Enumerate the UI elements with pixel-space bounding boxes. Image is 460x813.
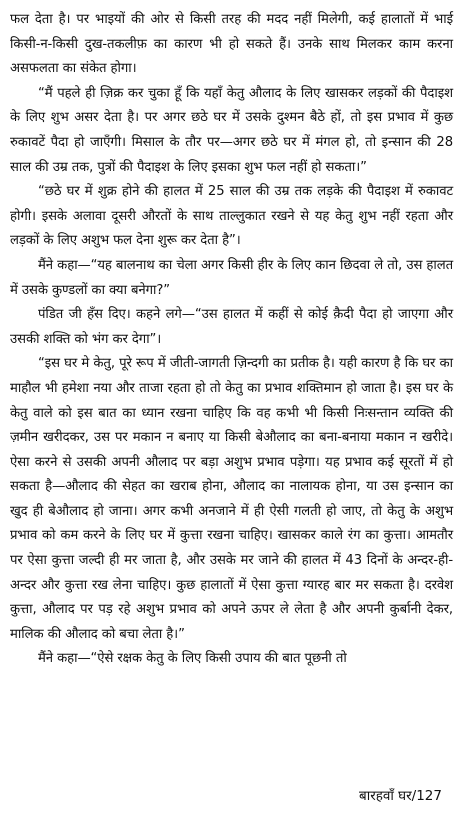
paragraph-7: मैंने कहा—“ऐसे रक्षक केतु के लिए किसी उपाय की बात पूछनी तो <box>38 651 347 667</box>
page-body <box>10 8 453 672</box>
page-footer-running-head: बारहवाँ घर/127 <box>358 788 442 804</box>
paragraph-2: “मैं पहले ही ज़िक्र कर चुका हूँ कि यहाँ केतु औलाद के लिए खासकर लड़कों की पैदाइश के लिए शुभ असर देता है। पर अगर छठे घर में उसके दुश्मन बैठे हों, तो इस प्रभाव में कुछ रुकावटें पैदा हो जाएँगी। मिसाल के तौर पर—अगर छठे घर में मंगल हो, तो इन्सान की 28 साल की उम्र तक, पुत्रों की पैदाइश के लिए इसका शुभ फल नहीं हो सकता।” <box>10 85 453 175</box>
paragraph-1: फल देता है। पर भाइयों की ओर से किसी तरह की मदद नहीं मिलेगी, कई हालातों में भाई किसी-न-किसी दुख-तकलीफ़ का कारण भी हो सकते हैं। उनके साथ मिलकर काम करना असफलता का संकेत होगा। <box>10 12 453 77</box>
paragraph-4: मैंने कहा—“यह बालनाथ का चेला अगर किसी हीर के लिए कान छिदवा ले तो, उस हालत में उसके कुण्डलों का क्या बनेगा?” <box>10 257 453 298</box>
paragraph-3: “छठे घर में शुक्र होने की हालत में 25 साल की उम्र तक लड़के की पैदाइश में रुकावट होगी। इसके अलावा दूसरी औरतों के साथ ताल्लुकात रखने से यह केतु शुभ नहीं रहता और लड़कों के लिए अशुभ फल देना शुरू कर देता है”। <box>10 184 453 249</box>
paragraph-6: “इस घर मे केतु, पूरे रूप में जीती-जागती ज़िन्दगी का प्रतीक है। यही कारण है कि घर का माहौल भी हमेशा नया और ताजा रहता हो तो केतु का प्रभाव शक्तिमान हो जाता है। इस घर के केतु वाले को इस बात का ध्यान रखना चाहिए कि वह कभी भी किसी निःसन्तान व्यक्ति की ज़मीन खरीदकर, उस पर मकान न बनाए या किसी बेऔलाद का बना-बनाया मकान न खरीदे। ऐसा करने से उसकी अपनी औलाद पर बड़ा अशुभ प्रभाव पड़ेगा। यह प्रभाव कई सूरतों में हो सकता है—औलाद की सेहत का खराब होना, औलाद का नालायक होना, या उस इन्सान का खुद ही बेऔलाद हो जाना। अगर कभी अनजाने में ही ऐसी गलती हो जाए, तो केतु के अशुभ प्रभाव को कम करने के लिए घर में कुत्ता रखना चाहिए। खासकर काले रंग का कुत्ता। आमतौर पर ऐसा कुत्ता जल्दी ही मर जाता है, और उसके मर जाने की हालत में 43 दिनों के अन्दर-ही-अन्दर और कुत्ता रख लेना चाहिए। कुछ हालातों में ऐसा कुत्ता ग्यारह बार मर सकता है। दरवेश कुत्ता, औलाद पर पड़ रहे अशुभ प्रभाव को अपने ऊपर ले लेता है और अपनी कुर्बानी देकर, मालिक की औलाद को बचा लेता है।” <box>10 356 453 642</box>
paragraph-5: पंडित जी हँस दिए। कहने लगे—“उस हालत में कहीं से कोई क़ैदी पैदा हो जाएगा और उसकी शक्ति को भंग कर देगा”। <box>10 307 453 347</box>
